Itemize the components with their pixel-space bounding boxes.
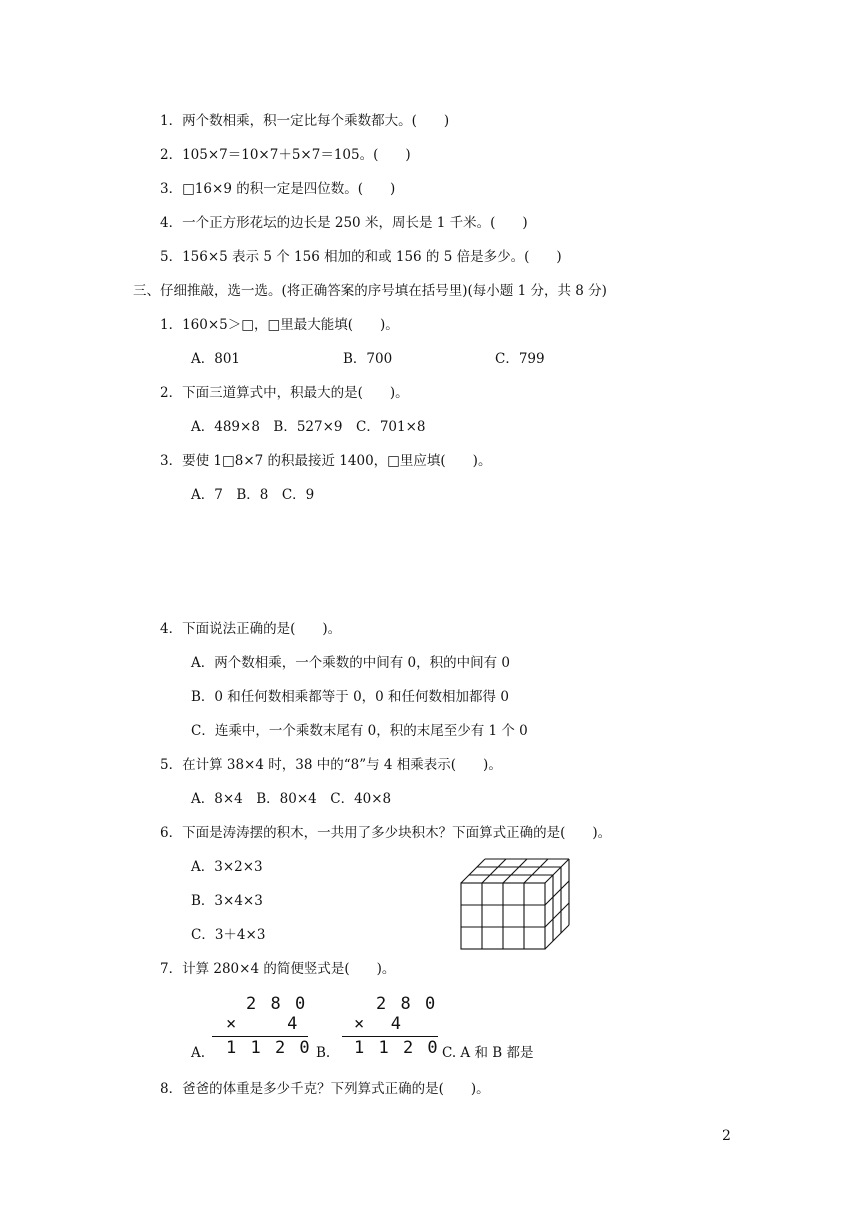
question-4-option-a: A．两个数相乘，一个乘数的中间有 0，积的中间有 0 [191, 655, 511, 671]
option-b-label: B. [316, 1045, 331, 1061]
question-6-option-c: C．3＋4×3 [191, 927, 266, 943]
question-2-options: A．489×8 B．527×9 C．701×8 [191, 419, 426, 435]
question-7-stem: 7．计算 280×4 的简便竖式是( )。 [160, 961, 396, 977]
question-6-option-a: A．3×2×3 [191, 859, 263, 875]
question-4-option-b: B．0 和任何数相乘都等于 0，0 和任何数相加都得 0 [191, 689, 509, 705]
question-1-option-a: A．801 [191, 351, 241, 367]
judgement-item-1: 1．两个数相乘，积一定比每个乘数都大。( ) [160, 113, 450, 129]
question-2-stem: 2．下面三道算式中，积最大的是( )。 [160, 385, 409, 401]
option-a-multiplier: × 4 [226, 1014, 300, 1034]
page-number: 2 [722, 1128, 731, 1144]
judgement-item-4: 4．一个正方形花坛的边长是 250 米，周长是 1 千米。( ) [160, 215, 528, 231]
question-3-options: A．7 B．8 C．9 [191, 487, 315, 503]
option-b-rule [342, 1036, 438, 1037]
judgement-item-3: 3．□16×9 的积一定是四位数。( ) [160, 181, 396, 197]
option-a-label: A. [191, 1045, 206, 1061]
question-5-options: A．8×4 B．80×4 C．40×8 [191, 791, 392, 807]
question-3-stem: 3．要使 1□8×7 的积最接近 1400，□里应填( )。 [160, 453, 492, 469]
question-6-option-b: B．3×4×3 [191, 893, 263, 909]
question-6-stem: 6．下面是涛涛摆的积木，一共用了多少块积木？下面算式正确的是( )。 [160, 825, 612, 841]
question-8-stem: 8．爸爸的体重是多少千克？下列算式正确的是( )。 [160, 1081, 490, 1097]
option-b-multiplier: × 4 [354, 1014, 403, 1034]
judgement-item-2: 2．105×7＝10×7＋5×7＝105。( ) [160, 147, 411, 163]
question-4-stem: 4．下面说法正确的是( )。 [160, 621, 342, 637]
question-1-stem: 1．160×5＞□，□里最大能填( )。 [160, 317, 399, 333]
option-b-result: 1 1 2 0 [354, 1038, 440, 1058]
option-a-multiplicand: 2 8 0 [246, 994, 308, 1014]
question-1-option-c: C．799 [495, 351, 545, 367]
question-4-option-c: C．连乘中，一个乘数末尾有 0，积的末尾至少有 1 个 0 [191, 723, 528, 739]
section-3-heading: 三、仔细推敲，选一选。(将正确答案的序号填在括号里)(每小题 1 分，共 8 分) [133, 283, 607, 299]
option-c-text: C. A 和 B 都是 [442, 1045, 534, 1061]
question-5-stem: 5．在计算 38×4 时，38 中的“8”与 4 相乘表示( )。 [160, 757, 502, 773]
option-a-rule [212, 1036, 308, 1037]
option-a-result: 1 1 2 0 [226, 1038, 312, 1058]
option-b-multiplicand: 2 8 0 [376, 994, 438, 1014]
question-1-option-b: B．700 [343, 351, 393, 367]
building-blocks-figure [455, 855, 575, 955]
judgement-item-5: 5．156×5 表示 5 个 156 相加的和或 156 的 5 倍是多少。( ) [160, 249, 562, 265]
